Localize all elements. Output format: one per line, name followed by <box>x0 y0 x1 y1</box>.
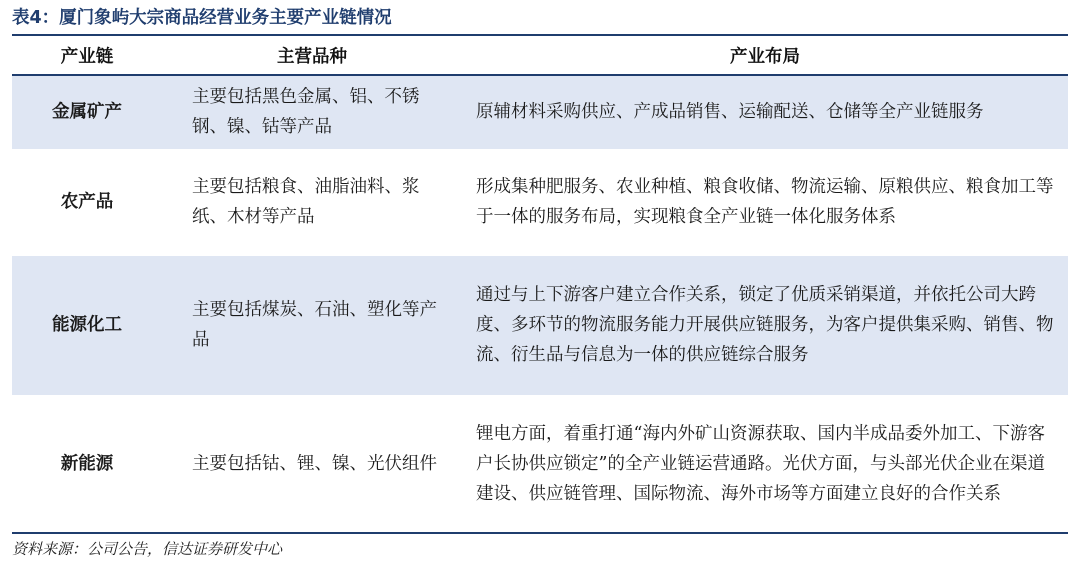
cell-layout <box>462 395 1068 533</box>
header-chain: 产业链 <box>12 36 162 75</box>
table-row <box>12 149 1068 255</box>
cell-layout <box>462 255 1068 395</box>
table-row <box>12 75 1068 149</box>
products-text: 主要包括粮食、油脂油料、浆纸、木材等产品 <box>192 177 420 227</box>
cell-layout <box>462 149 1068 255</box>
cell-products <box>162 75 462 149</box>
cell-chain: 农产品 <box>12 149 162 255</box>
products-text: 主要包括煤炭、石油、塑化等产品 <box>192 300 437 350</box>
cell-layout <box>462 75 1068 149</box>
cell-products <box>162 149 462 255</box>
products-text: 主要包括黑色金属、铝、不锈钢、镍、钴等产品 <box>192 87 420 138</box>
table-row <box>12 395 1068 533</box>
industry-chain-table <box>12 36 1068 534</box>
table-title: 表4：厦门象屿大宗商品经营业务主要产业链情况 <box>12 8 392 28</box>
layout-text: 通过与上下游客户建立合作关系，锁定了优质采销渠道，并依托公司大跨度、多环节的物流服务能力开展供应链服务，为客户提供集采购、销售、物流、衍生品与信息为一体的供应链综合服务 <box>476 285 1054 365</box>
table-row <box>12 255 1068 395</box>
products-text: 主要包括钴、锂、镍、光伏组件 <box>192 454 437 474</box>
layout-text: 锂电方面，着重打通“海内外矿山资源获取、国内半成品委外加工、下游客户长协供应锁定”的全产业链运营通路。光伏方面，与头部光伏企业在渠道建设、供应链管理、国际物流、海外市场等方面建立良好的合作关系 <box>476 424 1045 504</box>
cell-chain: 新能源 <box>12 395 162 533</box>
cell-chain: 金属矿产 <box>12 75 162 149</box>
bottom-rule <box>12 532 1068 534</box>
layout-text: 原辅材料采购供应、产成品销售、运输配送、仓储等全产业链服务 <box>476 102 984 123</box>
cell-products <box>162 255 462 395</box>
header-row <box>12 36 1068 75</box>
cell-chain: 能源化工 <box>12 255 162 395</box>
cell-products <box>162 395 462 533</box>
header-layout: 产业布局 <box>462 36 1068 75</box>
header-products: 主营品种 <box>162 36 462 75</box>
layout-text: 形成集种肥服务、农业种植、粮食收储、物流运输、原粮供应、粮食加工等于一体的服务布局，实现粮食全产业链一体化服务体系 <box>476 177 1054 227</box>
source-note: 资料来源：公司公告，信达证券研发中心 <box>12 540 283 558</box>
